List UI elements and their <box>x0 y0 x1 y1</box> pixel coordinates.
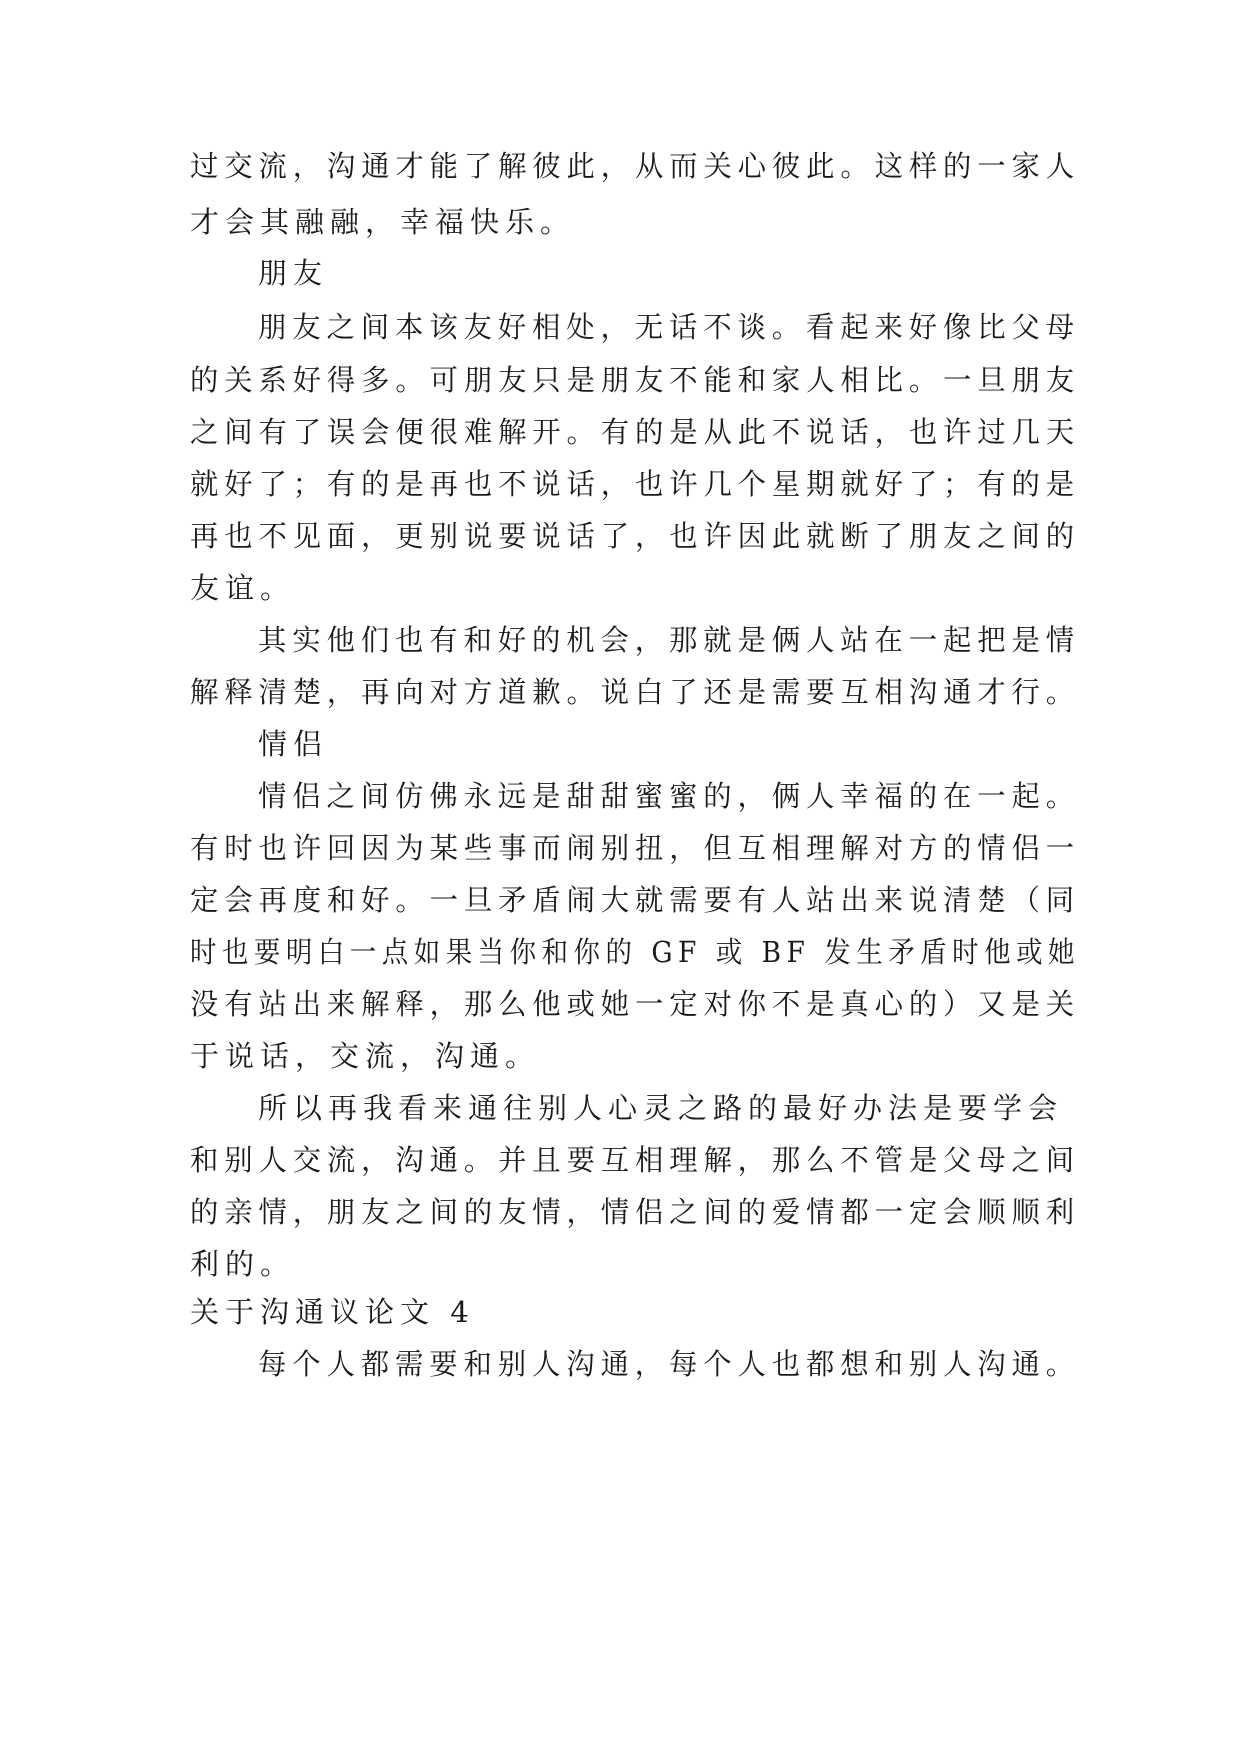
paragraph-line: 所以再我看来通往别人心灵之路的最好办法是要学会 <box>258 1091 1064 1125</box>
section-heading-couples: 情侣 <box>258 727 329 761</box>
text-line: 定会再度和好。一旦矛盾闹大就需要有人站出来说清楚（同 <box>190 883 1080 917</box>
text-line: 友谊。 <box>190 571 296 605</box>
text-line: 时也要明白一点如果当你和你的 GF 或 BF 发生矛盾时他或她 <box>190 935 1081 969</box>
text-line: 和别人交流，沟通。并且要互相理解，那么不管是父母之间 <box>190 1143 1080 1177</box>
paragraph-line: 朋友之间本该友好相处，无话不谈。看起来好像比父母 <box>258 310 1081 344</box>
paragraph-line: 情侣之间仿佛永远是甜甜蜜蜜的，俩人幸福的在一起。 <box>258 779 1081 813</box>
text-line: 的亲情，朋友之间的友情，情侣之间的爱情都一定会顺顺利 <box>190 1195 1080 1229</box>
text-line: 没有站出来解释，那么他或她一定对你不是真心的）又是关 <box>190 987 1080 1021</box>
section-title: 关于沟通议论文 4 <box>190 1295 475 1329</box>
text-line: 再也不见面，更别说要说话了，也许因此就断了朋友之间的 <box>190 519 1080 553</box>
text-line: 的关系好得多。可朋友只是朋友不能和家人相比。一旦朋友 <box>190 363 1080 397</box>
paragraph-line: 其实他们也有和好的机会，那就是俩人站在一起把是情 <box>258 623 1081 657</box>
section-heading-friends: 朋友 <box>258 256 329 290</box>
text-line: 过交流，沟通才能了解彼此，从而关心彼此。这样的一家人 <box>190 149 1080 183</box>
text-line: 利的。 <box>190 1247 296 1281</box>
text-line: 之间有了误会便很难解开。有的是从此不说话，也许过几天 <box>190 415 1080 449</box>
text-line: 才会其融融，幸福快乐。 <box>190 205 576 239</box>
text-line: 解释清楚，再向对方道歉。说白了还是需要互相沟通才行。 <box>190 675 1080 709</box>
text-line: 有时也许回因为某些事而闹别扭，但互相理解对方的情侣一 <box>190 831 1080 865</box>
text-line: 于说话，交流，沟通。 <box>190 1039 541 1073</box>
text-line: 就好了；有的是再也不说话，也许几个星期就好了；有的是 <box>190 467 1080 501</box>
paragraph-line: 每个人都需要和别人沟通，每个人也都想和别人沟通。 <box>258 1347 1081 1381</box>
